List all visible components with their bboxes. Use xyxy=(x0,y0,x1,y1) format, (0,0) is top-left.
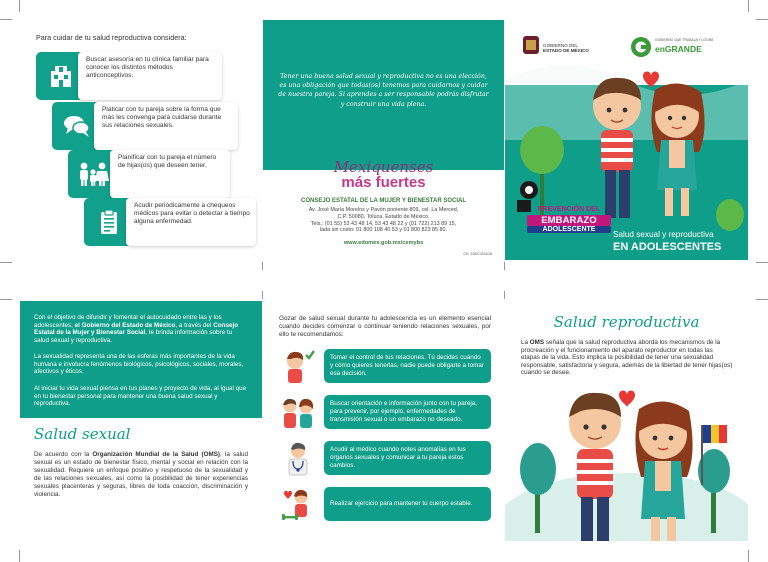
crop-mark xyxy=(504,262,505,270)
panel-tips xyxy=(20,20,262,260)
exercise-icon xyxy=(279,485,317,523)
girl-figure xyxy=(651,83,704,216)
prevencion-label: PREVENCIÓN DEL xyxy=(537,206,601,213)
crop-mark xyxy=(756,19,768,20)
clipboard-icon xyxy=(94,207,124,237)
panel-salud-reproductiva xyxy=(505,301,748,541)
address-block xyxy=(283,207,484,234)
quote-text: Tener una buena salud sexual y reproductiva no es una elección, es una obligación que todas(os) tenemos para cuidarnos y cuidar de nuestra pareja. Si aprendes a ser responsable podrás disfrutar y construir una vida plena. xyxy=(278,73,489,108)
crop-mark xyxy=(262,291,263,299)
recommendation-text: Tomar el control de tus relaciones. Tú decides cuándo y cómo quieres tenerlas, nadie puede obligarte a tomar esa decisión. xyxy=(324,349,491,383)
address-line: Tels.: (01 55) 53 43 48 14, 53 43 48 22 y (01 722) 213 89 15, xyxy=(310,220,457,227)
recommendation-item xyxy=(279,393,491,431)
section-title-salud-sexual: Salud sexual xyxy=(34,425,131,443)
tip-text: Buscar asesoría en tu clínica familiar para conocer los distintos métodos anticonceptivos. xyxy=(78,52,222,100)
cover-title: EN ADOLESCENTES xyxy=(613,241,722,253)
crop-mark xyxy=(748,550,749,562)
salud-sexual-definition: De acuerdo con la Organización Mundial de la Salud (OMS), la salud sexual es un estado de bienestar físico, mental y social en relación con la sexualidad. Requiere un enfoque positivo y respetuoso de la sexualidad y de las relaciones sexuales, así como la posibilidad de tener experiencias sexuales placenteras y seguras, libres de toda coacción, discriminación y violencia. xyxy=(34,451,249,498)
crop-mark xyxy=(756,299,768,300)
crop-mark xyxy=(19,550,20,562)
recommendation-item xyxy=(279,347,491,385)
intro-paragraph-3: Al iniciar tu vida sexual piensa en tus planes y proyecto de vida, al igual que en tu bienestar personal para mantener una buena salud sexual y reproductiva. xyxy=(34,385,247,407)
cover-subtitle: Salud sexual y reproductiva xyxy=(613,230,714,239)
engrande-logo-icon xyxy=(631,37,651,57)
crop-mark xyxy=(504,291,505,299)
couple-icon xyxy=(279,393,317,431)
intro-paragraph-1: Con el objetivo de difundir y fomentar el autocuidado entre las y los adolescentes, el Gobierno del Estado de México, a través del Consejo Estatal de la Mujer y Bienestar Social, te brinda información sobre tu salud sexual y reproductiva. xyxy=(34,314,239,344)
panel-front-cover xyxy=(505,20,748,260)
recommendation-text: Realizar ejercicio para mantener tu cuerpo estable. xyxy=(324,487,491,521)
recommendation-text: Buscar orientación e información junto con tu pareja, para prevenir, por ejemplo, enfermedades de transmisión sexual o un embarazo no deseado. xyxy=(324,395,491,429)
gov-line-2: ESTADO DE MÉXICO xyxy=(543,48,589,54)
engrande-small-text: GOBIERNO QUE TRABAJA Y LOGRA xyxy=(655,38,714,42)
tip-item xyxy=(52,102,238,150)
crop-mark xyxy=(19,0,20,12)
tip-text: Planificar con tu pareja el número de hijas(os) que deseen tener. xyxy=(110,150,230,198)
salud-reproductiva-definition: La OMS señala que la salud reproductiva aborda los mecanismos de la procreación y el funcionamiento del aparato reproductor en todas las etapas de la vida. Esto implica la posibilidad de tener una sexualidad responsable, satisfactoria y segura, además de la libertad de tener hijas(os) cuando se desee. xyxy=(521,339,733,377)
panel-recommendations xyxy=(263,301,504,541)
address-line: lada sin costo: 01 800 108 40 53 y 01 800 823 85 80. xyxy=(319,227,448,234)
crop-mark xyxy=(0,299,12,300)
embarazo-label: EMBARAZO xyxy=(527,215,611,226)
recommendations-intro: Gozar de salud sexual durante tu adolescencia es un elemento esencial cuando decides comenzar o continuar teniendo relaciones sexuales, por ello te recomendamos: xyxy=(279,315,491,338)
heart-icon xyxy=(619,391,635,408)
crop-mark xyxy=(262,262,263,270)
boy-figure xyxy=(593,78,641,218)
family-icon xyxy=(76,159,110,189)
tips-heading: Para cuidar de tu salud reproductiva considera: xyxy=(36,33,187,42)
recommendation-item xyxy=(279,485,491,523)
intro-paragraph-2: La sexualidad representa una de las esferas más importantes de la vida humana e involucra fenómenos biológicos, psicológicos, sociales, morales, afectivos y éticos. xyxy=(34,353,244,375)
brand-mas-fuertes: más fuertes xyxy=(341,174,426,191)
recommendation-text: Acudir al médico cuando notes anomalías en tus órganos sexuales y comunicar a tu pareja estos cambios. xyxy=(324,441,491,475)
gov-shield-icon xyxy=(523,36,539,54)
tip-item xyxy=(68,150,254,198)
adolescente-label: ADOLESCENTE xyxy=(527,226,611,233)
gov-logo-text xyxy=(543,43,589,54)
tip-item xyxy=(84,198,262,246)
bush-icon xyxy=(716,199,744,231)
crop-mark xyxy=(756,262,768,263)
tip-text: Acudir periódicamente a chequeos médicos para evitar o detectar a tiempo alguna enfermedad. xyxy=(126,198,256,246)
chat-bubbles-icon xyxy=(62,111,92,141)
crop-mark xyxy=(748,0,749,12)
institution-name: CONSEJO ESTATAL DE LA MUJER Y BIENESTAR SOCIAL xyxy=(300,198,467,204)
crop-mark xyxy=(0,19,12,20)
tip-text: Platicar con tu pareja sobre la forma que más les convenga para cuidarse durante sus relaciones sexuales. xyxy=(94,102,238,150)
crop-mark xyxy=(0,262,12,263)
panel-intro xyxy=(20,301,262,541)
doctor-icon xyxy=(279,439,317,477)
address-line: C.P. 50080, Toluca, Estado de México. xyxy=(337,213,430,220)
heart-icon xyxy=(643,72,659,89)
tip-item xyxy=(36,52,222,100)
girl-check-icon xyxy=(279,347,317,385)
couple-park-illustration xyxy=(505,373,748,541)
address-line: Av. José María Morelos y Pavón poniente 809, col. La Merced, xyxy=(308,207,459,213)
brand-mexiquenses: Mexiquenses xyxy=(333,158,434,176)
print-code: CE: 226/C/034/16 xyxy=(463,252,492,256)
section-title-salud-reproductiva: Salud reproductiva xyxy=(553,313,700,331)
panel-back-cover xyxy=(263,20,504,260)
recommendation-item xyxy=(279,439,491,477)
gov-line-1: GOBIERNO DEL xyxy=(543,43,578,48)
engrande-text: enGRANDE xyxy=(655,44,702,54)
clinic-icon xyxy=(46,61,76,91)
website-link[interactable]: www.edomex.gob.mx/cemybs xyxy=(343,240,424,246)
